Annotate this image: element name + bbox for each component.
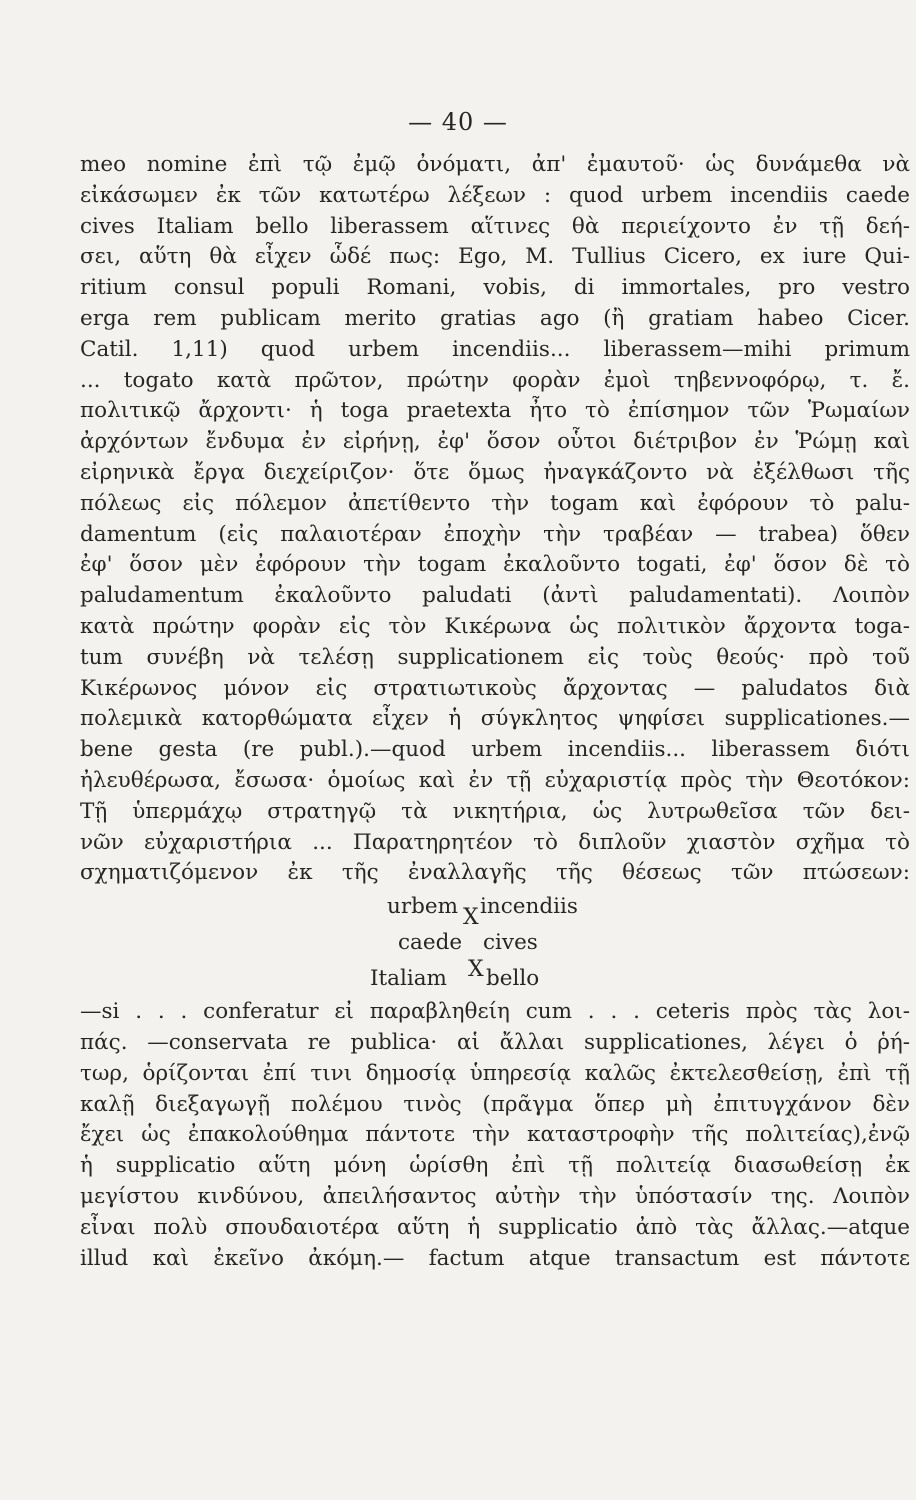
text-line: σχηματιζόμενον ἐκ τῆς ἐναλλαγῆς τῆς θέσεως τῶν πτώσεων: [80, 860, 910, 886]
text-line: μεγίστου κινδύνου, ἀπειλήσαντος αὐτὴν τὴν ὑπόστασίν της. Λοιπὸν [80, 1183, 910, 1209]
chiasmus-cross-icon: X [468, 957, 484, 983]
scheme-word: caede [398, 930, 463, 956]
text-line: bene gesta (re publ.).—quod urbem incendiis... liberassem διότι [80, 737, 910, 763]
text-line: ἡ supplicatio αὕτη μόνη ὡρίσθη ἐπὶ τῇ πολιτείᾳ διασωθείσῃ ἐκ [80, 1153, 910, 1179]
scheme-word: urbem [387, 894, 458, 920]
text-line: κατὰ πρώτην φορὰν εἰς τὸν Κικέρωνα ὡς πολιτικὸν ἄρχοντα toga- [80, 613, 910, 639]
chiasmus-row-1 [80, 889, 910, 931]
text-line: Catil. 1,11) quod urbem incendiis... liberassem—mihi primum [80, 336, 910, 362]
chiasmus-cross-icon: X [463, 905, 479, 931]
text-line: ἐφ' ὅσον μὲν ἐφόρουν τὴν togam ἐκαλοῦντο togati, ἐφ' ὅσον δὲ τὸ [80, 552, 910, 578]
scheme-word: cives [483, 930, 538, 956]
text-line: erga rem publicam merito gratias ago (ἢ gratiam habeo Cicer. [80, 305, 910, 331]
text-line: ritium consul populi Romani, vobis, di immortales, pro vestro [80, 275, 910, 301]
text-line: ... togato κατὰ πρῶτον, πρώτην φορὰν ἐμοὶ τηβεννοφόρῳ, τ. ἔ. [80, 367, 910, 393]
text-line: ἔχει ὡς ἐπακολούθημα πάντοτε τὴν καταστροφὴν τῆς πολιτείας),ἐνῷ [80, 1122, 910, 1148]
text-line: tum συνέβη νὰ τελέσῃ supplicationem εἰς τοὺς θεούς· πρὸ τοῦ [80, 644, 910, 670]
body-text [80, 150, 910, 1274]
chiasmus-row-2 [80, 925, 910, 961]
text-line: ἀρχόντων ἔνδυμα ἐν εἰρήνῃ, ἐφ' ὅσον οὗτοι διέτριβον ἐν Ῥώμῃ καὶ [80, 429, 910, 455]
text-line: cives Italiam bello liberassem αἵτινες θὰ περιείχοντο ἐν τῇ δεή- [80, 213, 910, 239]
text-line: Κικέρωνος μόνον εἰς στρατιωτικοὺς ἄρχοντας — paludatos διὰ [80, 675, 910, 701]
text-line: illud καὶ ἐκεῖνο ἀκόμη.— factum atque transactum est πάντοτε [80, 1245, 910, 1271]
text-line: εἰρηνικὰ ἔργα διεχείριζον· ὅτε ὅμως ἠναγκάζοντο νὰ ἐξέλθωσι τῆς [80, 459, 910, 485]
text-line: meo nomine ἐπὶ τῷ ἐμῷ ὀνόματι, ἀπ' ἐμαυτοῦ· ὡς δυνάμεθα νὰ [80, 152, 910, 177]
text-line: ἠλευθέρωσα, ἔσωσα· ὁμοίως καὶ ἐν τῇ εὐχαριστίᾳ πρὸς τὴν Θεοτόκον: [80, 767, 910, 793]
text-line: πάς. —conservata re publica· αἱ ἄλλαι supplicationes, λέγει ὁ ῥή- [80, 1029, 910, 1055]
text-line: εἶναι πολὺ σπουδαιοτέρα αὕτη ἡ supplicatio ἀπὸ τὰς ἄλλας.—atque [80, 1214, 910, 1240]
text-line: πολιτικῷ ἄρχοντι· ἡ toga praetexta ἦτο τὸ ἐπίσημον τῶν Ῥωμαίων [80, 398, 910, 424]
text-line: Τῇ ὑπερμάχῳ στρατηγῷ τὰ νικητήρια, ὡς λυτρωθεῖσα τῶν δει- [80, 798, 910, 824]
text-line: damentum (εἰς παλαιοτέραν ἐποχὴν τὴν τραβέαν — trabea) ὅθεν [80, 521, 910, 547]
text-line: καλῇ διεξαγωγῇ πολέμου τινὸς (πρᾶγμα ὅπερ μὴ ἐπιτυγχάνον δὲν [80, 1091, 910, 1117]
text-line: paludamentum ἐκαλοῦντο paludati (ἀντὶ paludamentati). Λοιπὸν [80, 583, 910, 609]
text-line: τωρ, ὁρίζονται ἐπί τινι δημοσίᾳ ὑπηρεσίᾳ καλῶς ἐκτελεσθείσῃ, ἐπὶ τῇ [80, 1060, 910, 1086]
text-line: —si . . . conferatur εἰ παραβληθείη cum . . . ceteris πρὸς τὰς λοι- [80, 999, 910, 1025]
text-line: πολεμικὰ κατορθώματα εἶχεν ἡ σύγκλητος ψηφίσει supplicationes.— [80, 706, 910, 732]
text-line: σει, αὕτη θὰ εἶχεν ὧδέ πως: Ego, M. Tullius Cicero, ex iure Qui- [80, 244, 910, 270]
text-line: πόλεως εἰς πόλεμον ἀπετίθεντο τὴν togam καὶ ἐφόρουν τὸ palu- [80, 490, 910, 516]
scheme-word: bello [486, 966, 540, 992]
scheme-word: incendiis [480, 894, 578, 920]
chiasmus-row-3 [80, 957, 910, 997]
text-line: νῶν εὐχαριστήρια ... Παρατηρητέον τὸ διπλοῦν χιαστὸν σχῆμα τὸ [80, 829, 910, 855]
text-line: εἰκάσωμεν ἐκ τῶν κατωτέρω λέξεων : quod urbem incendiis caede [80, 182, 910, 208]
page-number: — 40 — [408, 108, 508, 136]
scheme-word: Italiam [370, 966, 447, 992]
